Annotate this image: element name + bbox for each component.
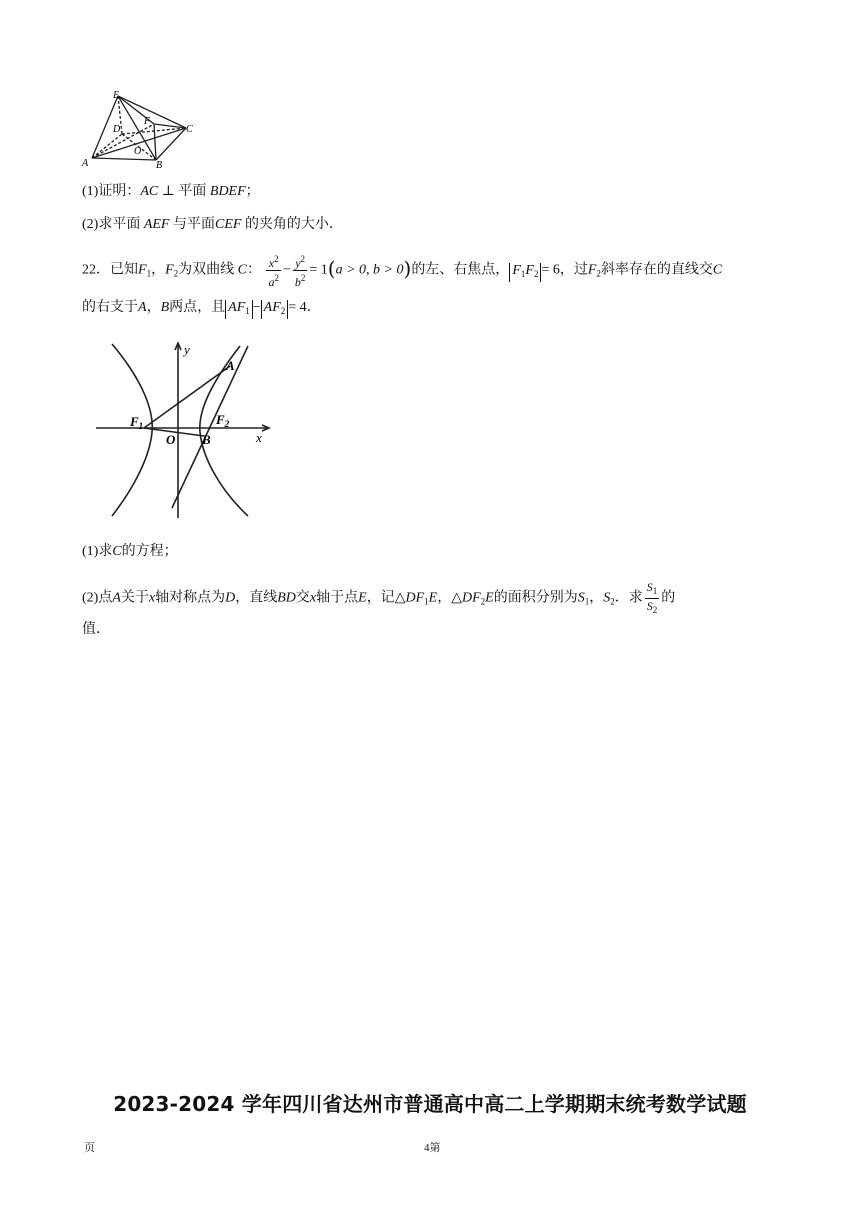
- q22-p2-j: ，: [589, 590, 604, 606]
- q21-p2-cef: CEF: [214, 217, 242, 232]
- q22-intro-c: 为双曲线: [178, 262, 235, 278]
- q22-p2-k: ．求: [614, 590, 643, 606]
- frac-x: x: [268, 256, 275, 270]
- abs-sub1: 1: [520, 268, 526, 279]
- label-A: A: [226, 358, 235, 373]
- abs-a2: A: [263, 300, 273, 315]
- q21-p1-ac: AC: [140, 184, 159, 199]
- abs-af2: [261, 300, 289, 319]
- q22-p1-end: 的方程；: [121, 544, 178, 559]
- label-F1-sub: 1: [138, 421, 144, 431]
- q22-p2-x: x: [148, 590, 156, 606]
- q22-p2-h: ，: [437, 590, 452, 606]
- q22-p1: (1)求: [82, 544, 113, 559]
- abs-af1-sub: 1: [245, 306, 250, 316]
- q21-p2-prefix: (2)求平面: [82, 217, 144, 232]
- q22-part2-cont: [82, 620, 110, 640]
- label-F2-sub: 2: [224, 419, 230, 429]
- footer-left: 页: [84, 1142, 95, 1154]
- s1-sub: 1: [584, 596, 590, 607]
- q22-intro-e: ，过: [559, 262, 588, 278]
- tri1-e: E: [428, 590, 438, 606]
- label-C: C: [186, 124, 193, 135]
- q22-cond: a > 0, b > 0: [335, 262, 404, 278]
- q22-p2-d: ，直线: [235, 590, 278, 606]
- q22-colon: ：: [246, 262, 261, 278]
- sub-1: 1: [146, 268, 152, 279]
- q22-p2-A: A: [112, 590, 121, 606]
- frac-y: y: [295, 256, 301, 270]
- triangle-symbol-1: △: [394, 590, 406, 606]
- frac-y2-b2: $\frac{y^2}{b^2}$: [294, 254, 306, 289]
- label-F2-letter: F: [216, 412, 225, 427]
- q22-p2-m: 值．: [82, 622, 110, 637]
- abs-af1-f: F: [236, 300, 246, 315]
- frac-b: b: [294, 275, 301, 289]
- hyperbola-figure: [92, 340, 278, 522]
- solid-geometry-figure: [80, 88, 200, 170]
- s1: S: [577, 590, 585, 606]
- label-O: O: [134, 146, 142, 157]
- q22-p1-c: C: [112, 544, 122, 559]
- frac-x2-a2: $\frac{x^2}{a^2}$: [268, 254, 279, 289]
- q21-p2-end: 的夹角的大小．: [241, 217, 343, 232]
- abs-af2-sub: 2: [280, 306, 286, 316]
- q22-p2-x2: x: [309, 590, 317, 606]
- tri1-sub: 1: [424, 596, 429, 607]
- label-D: D: [113, 124, 121, 135]
- q22-intro-line2: 的右支于A，B两点，且 $AF_1 - AF_2 = 4$．: [82, 298, 321, 319]
- q22-comma: ，: [146, 300, 161, 315]
- q22-period: ．: [306, 300, 321, 315]
- label-x: x: [256, 430, 262, 445]
- abs-f1f2: [509, 263, 541, 282]
- sub-2: 2: [173, 268, 179, 279]
- q22-line2-a: 的右支于: [82, 300, 138, 315]
- q22-line2-b: 两点，且: [169, 300, 226, 315]
- q22-part1: [82, 542, 178, 562]
- sub-2b: 2: [596, 268, 601, 279]
- q22-intro-b: ，: [151, 262, 166, 278]
- q21-p2-mid: 与平面: [169, 217, 215, 232]
- label-F: F: [144, 116, 151, 127]
- tri2-df: DF: [461, 590, 481, 606]
- tri1-df: DF: [405, 590, 425, 606]
- q21-part2: [82, 215, 343, 235]
- q21-p1-perp: ⊥ 平面: [158, 184, 210, 199]
- q22-p2-a: (2)点: [82, 590, 113, 606]
- q22-c: C: [237, 262, 247, 278]
- frac-s2: S: [646, 599, 653, 613]
- document-title: 2023-2024 学年四川省达州市普通高中高二上学期期末统考数学试题: [113, 1092, 747, 1116]
- q22-intro-f: 斜率存在的直线交: [600, 262, 713, 278]
- tri2-e: E: [485, 590, 494, 606]
- q22-p2-c: 轴对称点为: [155, 590, 226, 606]
- q22-af-diff: = 4: [288, 300, 307, 315]
- q22-p2-g: ，记: [366, 590, 395, 606]
- q22-c2: C: [712, 262, 723, 278]
- q22-b: B: [160, 300, 170, 315]
- q22-p2-i: 的面积分别为: [493, 590, 578, 606]
- q22-intro-line1: 22．已知$F_1$，$F_2$为双曲线 C： $\frac{x^2}{a^2}$ − $\frac{y^2}{b^2}$ = 1(a > 0, b > 0)的左、右焦点， $F_1F_2 = 6$，过$F_2$斜率存在的直线交C: [82, 254, 723, 289]
- q22-intro-a: 22．已知: [82, 262, 138, 278]
- abs-sub2: 2: [533, 268, 539, 279]
- label-y: y: [184, 342, 190, 357]
- label-F1: [129, 414, 143, 431]
- frac-s1-sub: 1: [652, 586, 658, 596]
- label-B: B: [202, 432, 211, 447]
- page-number: 4第: [424, 1142, 441, 1154]
- frac-s1: S: [646, 580, 653, 594]
- q21-p1-prefix: (1)证明：: [82, 184, 141, 199]
- q22-intro-d: 的左、右焦点，: [411, 262, 510, 278]
- frac-s1-s2: [645, 580, 660, 617]
- q21-p1-plane: BDEF: [209, 184, 246, 199]
- q22-a: A: [138, 300, 147, 315]
- q22-f2: F: [165, 262, 174, 278]
- label-O: O: [166, 432, 176, 447]
- q21-p1-end: ；: [245, 184, 260, 199]
- frac-a: a: [268, 275, 275, 289]
- triangle-symbol-2: △: [451, 590, 462, 606]
- s2-sub: 2: [610, 596, 615, 607]
- q22-p2-e: 交: [295, 590, 310, 606]
- frac-s2-sub: 2: [652, 605, 658, 615]
- q22-p2-b: 关于: [120, 590, 149, 606]
- q21-part1: [82, 182, 260, 202]
- abs-a1: A: [228, 300, 237, 315]
- abs-af2-f: F: [272, 300, 281, 315]
- label-F2: [215, 412, 230, 429]
- q22-f1f2-val: = 6: [541, 262, 560, 278]
- label-E: E: [113, 90, 120, 101]
- q22-eq-one: = 1: [309, 262, 328, 278]
- q22-p2-E: E: [358, 590, 367, 606]
- label-F1-letter: F: [130, 414, 139, 429]
- q22-f2b: F: [587, 262, 597, 278]
- q21-p2-aef: AEF: [143, 217, 170, 232]
- tri2-sub: 2: [480, 596, 486, 607]
- q22-p2-f: 轴于点: [316, 590, 359, 606]
- label-B: B: [156, 160, 163, 170]
- q22-p2-D: D: [225, 590, 236, 606]
- q22-p2-BD: BD: [277, 590, 296, 606]
- q22-part2: [82, 580, 675, 617]
- q22-f1: F: [138, 262, 147, 278]
- s2: S: [603, 590, 611, 606]
- abs-f1: F: [512, 262, 521, 278]
- abs-f2: F: [525, 262, 534, 278]
- q22-p2-l: 的: [661, 590, 676, 606]
- abs-af1: [225, 300, 253, 319]
- label-A: A: [82, 158, 89, 169]
